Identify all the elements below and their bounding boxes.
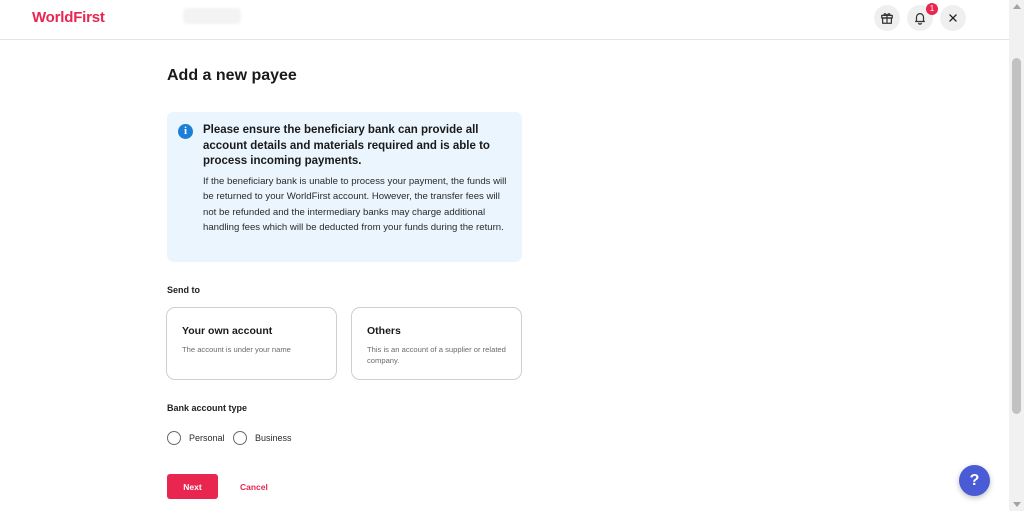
info-icon: i [178,124,193,139]
notice-body: If the beneficiary bank is unable to process your payment, the funds will be returned to your WorldFirst account. However, the transfer fees will not be refunded and the intermediary banks may charge additional handling fees which will be deducted from your funds during the return. [203,176,507,233]
radio-label: Personal [189,433,225,443]
gift-button[interactable] [874,5,900,31]
option-description: This is an account of a supplier or related company. [367,345,506,365]
close-icon [946,11,960,25]
notice-title: Please ensure the beneficiary bank can provide all account details and materials required and is able to process incoming payments. [203,124,490,167]
option-description: The account is under your name [182,345,291,354]
cancel-link[interactable]: Cancel [240,482,268,492]
bank-account-type-label: Bank account type [167,403,248,413]
option-title: Your own account [182,325,273,337]
worldfirst-logo[interactable]: WorldFirst [32,9,105,26]
option-others[interactable] [351,307,522,380]
next-button[interactable]: Next [167,474,218,499]
radio-label: Business [255,433,292,443]
radio-circle[interactable] [233,431,247,445]
radio-personal[interactable] [167,431,225,445]
notification-badge: 1 [926,3,938,15]
page-title: Add a new payee [167,67,297,84]
scroll-down-arrow-icon[interactable] [1013,502,1021,507]
info-notice [167,112,522,262]
send-to-label: Send to [167,285,200,295]
help-button[interactable]: ? [959,465,990,496]
blurred-placeholder [183,8,241,24]
option-own-account[interactable] [166,307,337,380]
close-button[interactable] [940,5,966,31]
gift-icon [880,11,894,25]
radio-business[interactable] [233,431,292,445]
scroll-up-arrow-icon[interactable] [1013,4,1021,9]
scroll-thumb[interactable] [1012,58,1021,414]
vertical-scrollbar[interactable] [1009,0,1024,511]
radio-circle[interactable] [167,431,181,445]
bell-icon [913,11,927,25]
notifications-button[interactable] [907,5,933,31]
top-bar [0,0,1009,40]
option-title: Others [367,325,401,337]
